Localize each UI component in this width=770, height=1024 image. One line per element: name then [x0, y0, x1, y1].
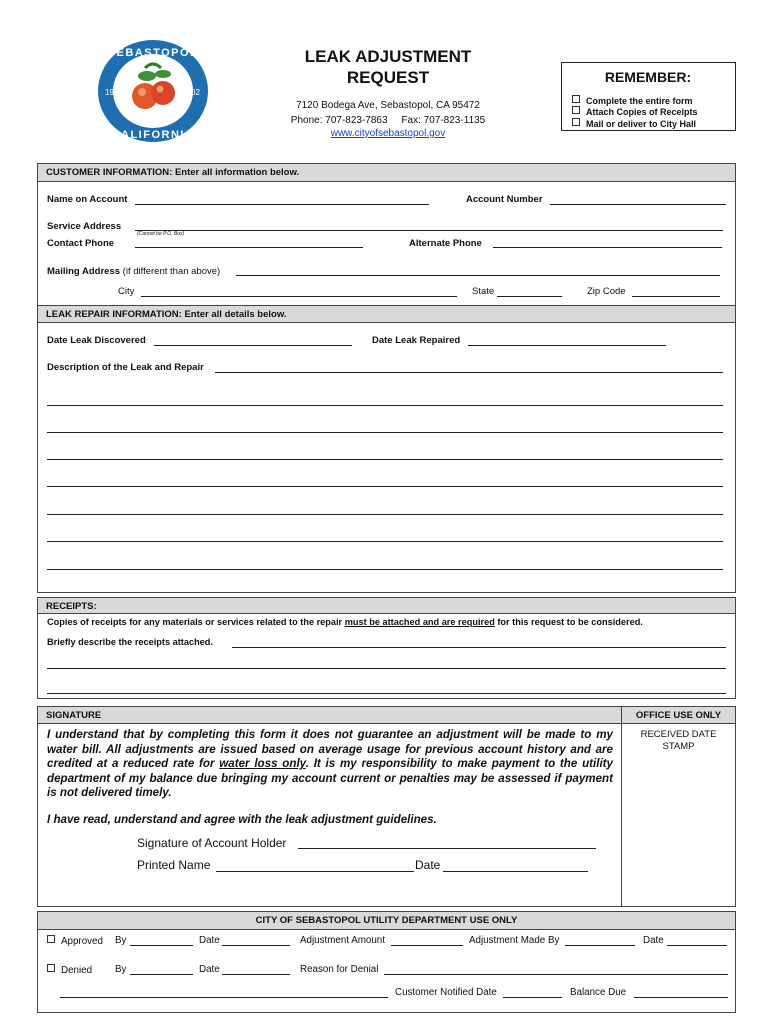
date-leak-discovered-field[interactable]: [154, 345, 352, 346]
account-number-field[interactable]: [550, 204, 726, 205]
checkbox-icon: [572, 106, 580, 114]
signature-label: Signature of Account Holder: [137, 836, 287, 850]
office-use-header: OFFICE USE ONLY: [622, 707, 735, 724]
adjustment-amount-label: Adjustment Amount: [300, 935, 385, 946]
agreement-statement: I have read, understand and agree with the leak adjustment guidelines.: [47, 813, 437, 826]
signature-field[interactable]: [298, 848, 596, 849]
leak-description-line[interactable]: [47, 432, 723, 433]
contact-phone-label: Contact Phone: [47, 238, 115, 249]
approved-date-label: Date: [199, 935, 220, 946]
denied-option[interactable]: Denied: [47, 964, 92, 976]
adjustment-date-field[interactable]: [667, 945, 727, 946]
remember-box: [561, 62, 736, 131]
leak-description-line[interactable]: [47, 514, 723, 515]
zip-label: Zip Code: [587, 286, 626, 297]
receipts-description-field[interactable]: [232, 647, 726, 648]
customer-info-header: CUSTOMER INFORMATION: Enter all information below.: [38, 164, 735, 182]
receipts-description-line[interactable]: [47, 693, 726, 694]
form-title-line2: REQUEST: [346, 68, 430, 87]
name-on-account-field[interactable]: [135, 204, 429, 205]
checkbox-icon[interactable]: [47, 964, 55, 972]
checkbox-icon: [572, 118, 580, 126]
receipts-describe-label: Briefly describe the receipts attached.: [47, 637, 213, 647]
denied-by-label: By: [115, 964, 127, 975]
date-leak-discovered-label: Date Leak Discovered: [47, 335, 146, 346]
customer-notified-date-field[interactable]: [503, 997, 562, 998]
adjustment-made-by-field[interactable]: [565, 945, 635, 946]
denied-by-field[interactable]: [130, 974, 193, 975]
leak-description-line[interactable]: [47, 459, 723, 460]
city-seal: [95, 38, 211, 144]
signature-date-label: Date: [415, 858, 441, 872]
approved-date-field[interactable]: [222, 945, 290, 946]
leak-description-line[interactable]: [47, 405, 723, 406]
receipts-description-line[interactable]: [47, 668, 726, 669]
balance-due-label: Balance Due: [570, 987, 627, 998]
svg-text:SEBASTOPOL: SEBASTOPOL: [107, 47, 199, 59]
signature-header: SIGNATURE: [38, 707, 621, 724]
remember-title: REMEMBER:: [604, 69, 692, 85]
customer-notified-date-label: Customer Notified Date: [395, 987, 497, 998]
remember-item-mail: Mail or deliver to City Hall: [572, 118, 696, 129]
adjustment-date-label: Date: [643, 935, 664, 946]
account-number-label: Account Number: [466, 194, 543, 205]
form-title-line1: LEAK ADJUSTMENT: [304, 47, 472, 66]
service-address-label: Service Address: [47, 221, 122, 232]
printed-name-label: Printed Name: [137, 858, 211, 872]
utility-dept-header: CITY OF SEBASTOPOL UTILITY DEPARTMENT USE ONLY: [38, 912, 735, 930]
approved-by-field[interactable]: [130, 945, 193, 946]
balance-due-field[interactable]: [634, 997, 728, 998]
alternate-phone-field[interactable]: [493, 247, 722, 248]
checkbox-icon: [572, 95, 580, 103]
contact-phone-field[interactable]: [135, 247, 363, 248]
city-phone-fax: Phone: 707-823-7863 Fax: 707-823-1135: [290, 115, 486, 126]
state-label: State: [472, 286, 495, 297]
adjustment-amount-field[interactable]: [391, 945, 463, 946]
reason-for-denial-field[interactable]: [384, 974, 728, 975]
city-website-link[interactable]: www.cityofsebastopol.gov: [330, 128, 446, 139]
zip-field[interactable]: [632, 296, 720, 297]
date-leak-repaired-field[interactable]: [468, 345, 666, 346]
office-use-section: [621, 706, 736, 907]
city-address: 7120 Bodega Ave, Sebastopol, CA 95472: [296, 100, 480, 111]
state-field[interactable]: [497, 296, 562, 297]
signature-date-field[interactable]: [443, 871, 588, 872]
leak-description-label: Description of the Leak and Repair: [47, 362, 204, 373]
svg-text:19: 19: [105, 88, 114, 97]
checkbox-icon[interactable]: [47, 935, 55, 943]
mailing-address-label: Mailing Address (if different than above): [47, 266, 221, 277]
date-leak-repaired-label: Date Leak Repaired: [372, 335, 461, 346]
reason-for-denial-label: Reason for Denial: [300, 964, 379, 975]
name-on-account-label: Name on Account: [47, 194, 128, 205]
remember-item-receipts: Attach Copies of Receipts: [572, 106, 698, 117]
customer-repair-section: [37, 163, 736, 593]
receipts-section: [37, 597, 736, 699]
mailing-address-field[interactable]: [236, 275, 720, 276]
receipts-header: RECEIPTS:: [38, 598, 735, 614]
leak-description-field[interactable]: [215, 372, 723, 373]
service-address-field[interactable]: [135, 230, 723, 231]
leak-repair-header: LEAK REPAIR INFORMATION: Enter all details below.: [38, 305, 735, 323]
denied-date-label: Date: [199, 964, 220, 975]
adjustment-guidelines-statement: I understand that by completing this form it does not guarantee an adjustment will be made to my water bill. All adjustments are issued based on average usage for previous account history and are credited at a reduced rate for water loss only. It is my responsibility to make payment to the utility department of my balance due bringing my account current or penalties may be assessed if payment is not delivered timely.: [47, 728, 613, 800]
approved-option[interactable]: Approved: [47, 935, 103, 947]
alternate-phone-label: Alternate Phone: [409, 238, 482, 249]
printed-name-field[interactable]: [216, 871, 414, 872]
svg-text:02: 02: [191, 88, 200, 97]
received-date-stamp-label: RECEIVED DATE STAMP: [640, 729, 717, 752]
service-address-note: (Cannot be P.O. Box): [137, 231, 185, 237]
leak-description-line[interactable]: [47, 541, 723, 542]
remember-item-complete: Complete the entire form: [572, 95, 693, 106]
receipts-instructions: Copies of receipts for any materials or services related to the repair must be attached and are required for this request to be considered.: [47, 617, 643, 627]
adjustment-made-by-label: Adjustment Made By: [469, 935, 560, 946]
city-field[interactable]: [141, 296, 457, 297]
svg-text:CALIFORNIA: CALIFORNIA: [111, 129, 195, 141]
customer-notified-blank[interactable]: [60, 997, 388, 998]
approved-by-label: By: [115, 935, 127, 946]
leak-description-line[interactable]: [47, 569, 723, 570]
leak-description-line[interactable]: [47, 486, 723, 487]
city-label: City: [118, 286, 135, 297]
denied-date-field[interactable]: [222, 974, 290, 975]
